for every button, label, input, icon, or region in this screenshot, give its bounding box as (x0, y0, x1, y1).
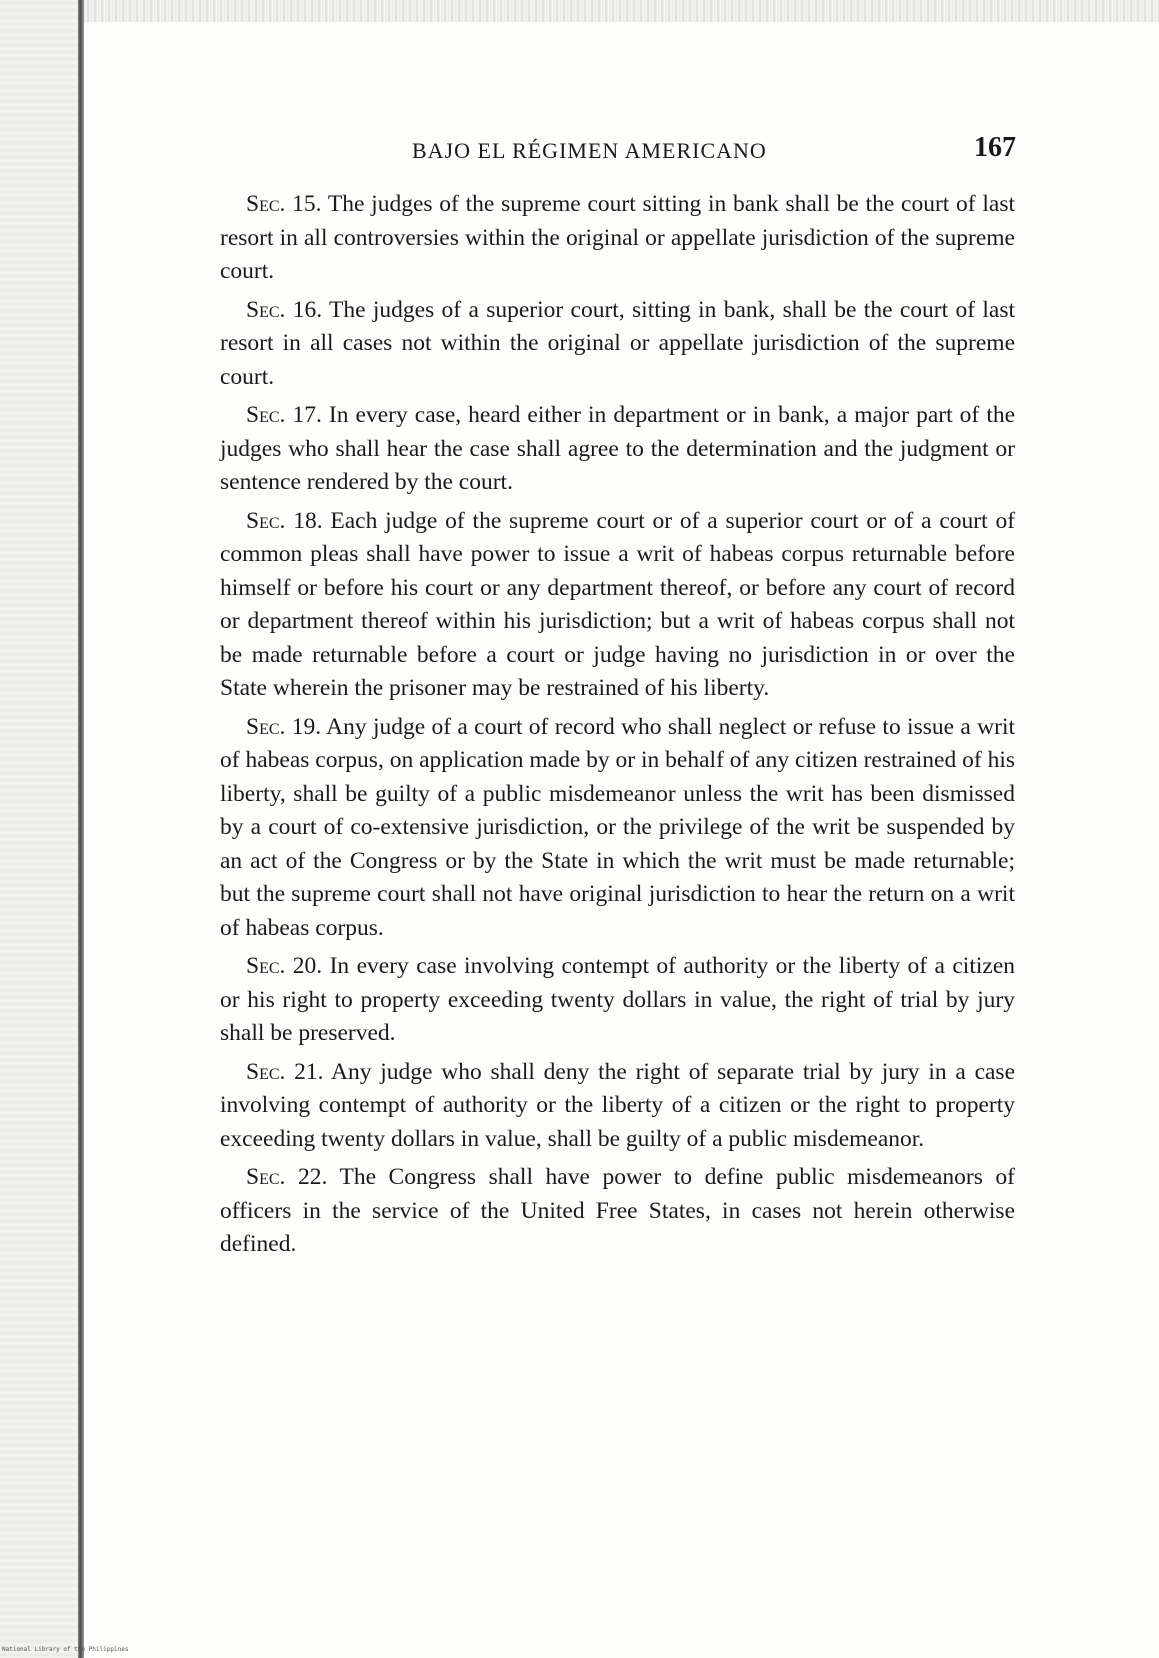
section-text: Any judge of a court of record who shall neglect or refuse to issue a writ of habeas corpus, on application made by or in behalf of any citizen restrained of his liberty, shall be guilty of a public misdemeanor unless the writ has been dismissed by a court of co-extensive jurisdiction, or the privilege of the writ be suspended by an act of the Congress or by the State in which the writ must be made returnable; but the supreme court shall not have original jurisdiction to hear the return on a writ of habeas corpus. (220, 713, 1015, 941)
section-label: Sec. 22. (246, 1164, 328, 1190)
section-label: Sec. 16. (246, 296, 323, 323)
header-title: BAJO EL RÉGIMEN AMERICANO (412, 138, 767, 163)
section-17 (220, 399, 1015, 500)
section-label: Sec. 17. (246, 402, 322, 428)
running-head (412, 132, 1016, 172)
section-15 (220, 188, 1015, 289)
section-text: Each judge of the supreme court or of a superior court or of a court of common pleas shall have power to issue a writ of habeas corpus returnable before himself or before his court or any department thereof, or before any court of record or department thereof within his jurisdiction; but a writ of habeas corpus shall not be made returnable before a court or judge having no jurisdiction in or over the State wherein the prisoner may be restrained of his liberty. (220, 507, 1016, 701)
binding-edge (78, 0, 84, 1658)
scan-noise-top (84, 0, 1159, 22)
section-text: The Congress shall have power to define public misdemeanors of officers in the service of the United Free States, in cases not herein otherwise defined. (220, 1164, 1016, 1257)
section-label: Sec. 15. (246, 191, 322, 217)
section-text: The judges of a superior court, sitting in bank, shall be the court of last resort in all cases not within the original or appellate jurisdiction of the supreme court. (220, 296, 1015, 390)
section-22 (220, 1161, 1015, 1262)
section-label: Sec. 18. (246, 507, 323, 534)
section-19 (220, 711, 1015, 946)
library-mark: National Library of the Philippines (2, 1646, 129, 1653)
section-label: Sec. 21. (246, 1058, 324, 1085)
section-text: In every case, heard either in department or in bank, a major part of the judges who shall hear the case shall agree to the determination and the judgment or sentence rendered by the court. (220, 402, 1016, 495)
text-block (220, 188, 1015, 1267)
section-text: The judges of the supreme court sitting in bank shall be the court of last resort in all controversies within the original or appellate jurisdiction of the supreme court. (220, 191, 1016, 284)
section-label: Sec. 20. (246, 953, 323, 979)
section-text: Any judge who shall deny the right of separate trial by jury in a case involving contempt of authority or the liberty of a citizen or the right to property exceeding twenty dollars in value, shall be guilty of a public misdemeanor. (220, 1058, 1016, 1152)
section-20 (220, 950, 1015, 1051)
section-label: Sec. 19. (246, 713, 322, 740)
section-21 (220, 1056, 1015, 1157)
page-number: 167 (974, 132, 1016, 163)
section-16 (220, 294, 1015, 395)
binding-shadow (0, 0, 78, 1658)
section-18 (220, 505, 1015, 706)
section-text: In every case involving contempt of authority or the liberty of a citizen or his right to property exceeding twenty dollars in value, the right of trial by jury shall be preserved. (220, 953, 1016, 1046)
